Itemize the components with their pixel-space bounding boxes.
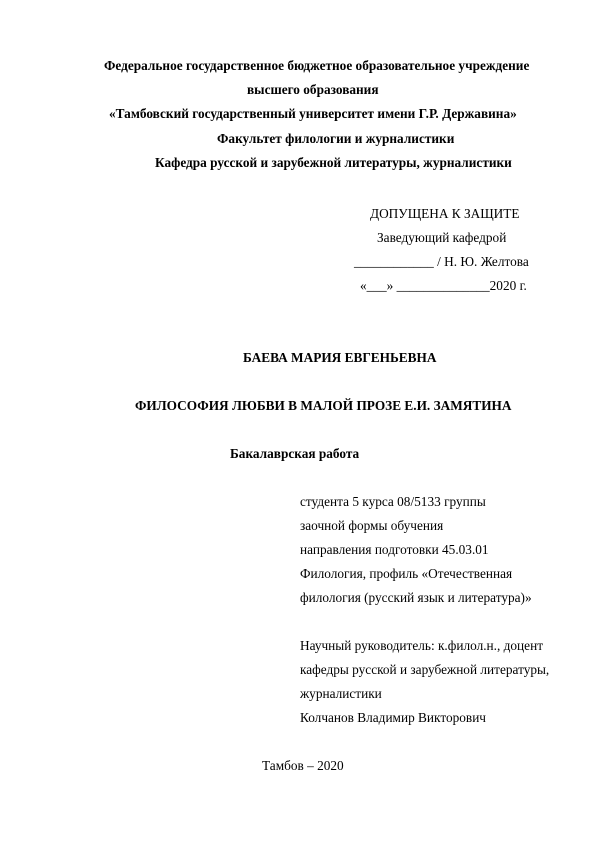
student-info-line: заочной формы обучения <box>300 518 444 533</box>
thesis-title: ФИЛОСОФИЯ ЛЮБВИ В МАЛОЙ ПРОЗЕ Е.И. ЗАМЯТИНА <box>135 398 512 413</box>
student-info-line: направления подготовки 45.03.01 <box>300 542 489 557</box>
student-info-line: Филология, профиль «Отечественная <box>300 566 513 581</box>
supervisor-name: Колчанов Владимир Викторович <box>300 710 486 725</box>
approval-role: Заведующий кафедрой <box>377 230 507 245</box>
supervisor-info-line: кафедры русской и зарубежной литературы, <box>300 662 550 677</box>
student-info-line: студента 5 курса 08/5133 группы <box>300 494 486 509</box>
university-name: «Тамбовский государственный университет имени Г.Р. Державина» <box>109 106 517 121</box>
work-type: Бакалаврская работа <box>230 446 360 461</box>
city-year: Тамбов – 2020 <box>262 758 344 773</box>
student-info-line: филология (русский язык и литература)» <box>300 590 532 605</box>
department-name: Кафедра русской и зарубежной литературы, журналистики <box>155 155 512 170</box>
supervisor-info-line: Научный руководитель: к.филол.н., доцент <box>300 638 544 653</box>
approval-date-line: «___» ______________2020 г. <box>360 278 527 293</box>
faculty-name: Факультет филологии и журналистики <box>217 131 455 146</box>
institution-line-1: Федеральное государственное бюджетное образовательное учреждение <box>104 58 530 73</box>
supervisor-info-line: журналистики <box>300 686 382 701</box>
institution-line-2: высшего образования <box>247 82 379 97</box>
approval-signature-line: ____________ / Н. Ю. Желтова <box>354 254 529 269</box>
approval-title: ДОПУЩЕНА К ЗАЩИТЕ <box>370 206 520 221</box>
author-name: БАЕВА МАРИЯ ЕВГЕНЬЕВНА <box>243 350 437 365</box>
